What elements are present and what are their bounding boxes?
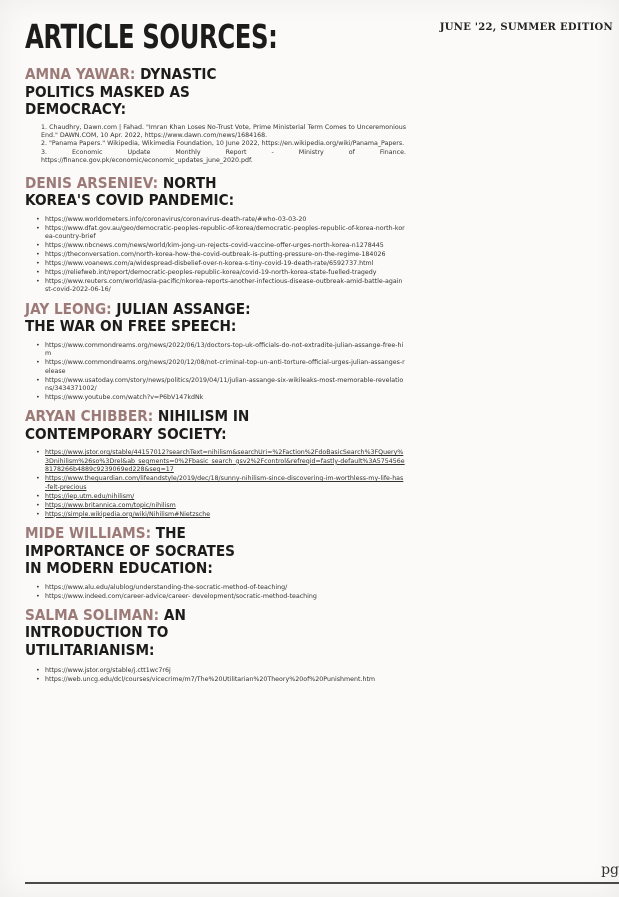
link-item[interactable]: • https://www.nbcnews.com/news/world/kim-jong-un-rejects-covid-vaccine-offer-urges-north-korea-n1278445 bbox=[45, 242, 405, 250]
section-heading bbox=[25, 301, 263, 336]
link-item[interactable]: • https://www.indeed.com/career-advice/career- development/socratic-method-teaching bbox=[45, 593, 405, 601]
link-item[interactable]: • https://www.commondreams.org/news/2020/12/08/not-criminal-top-un-anti-torture-official-urges-julian-assanges-release bbox=[45, 359, 405, 376]
footer-divider bbox=[25, 882, 619, 884]
link-list bbox=[25, 667, 405, 684]
author-name: ARYAN CHIBBER: bbox=[25, 407, 154, 426]
section-amna-yawar bbox=[25, 66, 585, 166]
article-title: AN INTRODUCTION TO UTILITARIANISM: bbox=[25, 605, 186, 659]
link-item[interactable]: • https://iep.utm.edu/nihilism/ bbox=[45, 493, 405, 501]
article-title: THE IMPORTANCE OF SOCRATES IN MODERN EDUCATION: bbox=[25, 524, 235, 577]
author-name: AMNA YAWAR: bbox=[25, 65, 136, 83]
section-aryan-chibber bbox=[25, 408, 585, 519]
link-item[interactable]: • https://www.britannica.com/topic/nihilism bbox=[45, 502, 405, 510]
section-heading bbox=[25, 607, 223, 660]
section-heading bbox=[25, 408, 280, 443]
reference-item: 1. Chaudhry, Dawn.com | Fahad. "Imran Khan Loses No-Trust Vote, Prime Ministerial Term Comes to Unceremonious End." DAWN.COM, 10 Apr. 2022, https://www.dawn.com/news/1684168. bbox=[41, 123, 406, 139]
link-item[interactable]: • https://www.worldometers.info/coronavirus/coronavirus-death-rate/#who-03-03-20 bbox=[45, 216, 405, 224]
link-item[interactable]: • https://simple.wikipedia.org/wiki/Nihilism#Nietzsche bbox=[45, 511, 405, 519]
section-denis-arseniev bbox=[25, 175, 585, 295]
page-title: ARTICLE SOURCES: bbox=[25, 17, 278, 56]
section-heading bbox=[25, 66, 289, 119]
article-title: NIHILISM IN CONTEMPORARY SOCIETY: bbox=[25, 407, 250, 443]
section-salma-soliman bbox=[25, 607, 585, 685]
author-name: DENIS ARSENIEV: bbox=[25, 173, 159, 192]
author-name: JAY LEONG: bbox=[25, 299, 112, 318]
link-item[interactable]: • https://www.jstor.org/stable/44157012?searchText=nihilism&searchUri=%2Faction%2FdoBasicSearch%3FQuery%3Dnihilism%26so%3Drel&ab_segments=0%2Fbasic_search_gsv2%2Fcontrol&refreqid=fastly-default%3A575456e8178266b4889c9239069ed228&seq=17 bbox=[45, 449, 405, 474]
link-item[interactable]: • https://www.dfat.gov.au/geo/democratic-peoples-republic-of-korea/democratic-peoples-republic-of-korea-north-korea-country-brief bbox=[45, 225, 405, 242]
link-item[interactable]: • https://www.youtube.com/watch?v=P6bV147kdNk bbox=[45, 394, 405, 402]
page-number-tag: pg bbox=[601, 862, 619, 878]
section-jay-leong bbox=[25, 301, 585, 403]
link-list bbox=[25, 342, 405, 403]
edition-label: JUNE '22, SUMMER EDITION bbox=[439, 22, 613, 33]
link-list bbox=[25, 449, 405, 519]
article-title: NORTH KOREA'S COVID PANDEMIC: bbox=[25, 173, 235, 210]
link-item[interactable]: • https://www.jstor.org/stable/j.ctt1wc7r6j bbox=[45, 667, 405, 675]
author-name: MIDE WILLIAMS: bbox=[25, 524, 152, 542]
article-title: JULIAN ASSANGE: THE WAR ON FREE SPEECH: bbox=[25, 299, 251, 336]
link-list bbox=[25, 216, 405, 295]
link-item[interactable]: • https://www.theguardian.com/lifeandstyle/2019/dec/18/sunny-nihilism-since-discovering-im-worthless-my-life-has-felt-precious bbox=[45, 475, 405, 492]
section-heading bbox=[25, 525, 254, 578]
link-item[interactable]: • https://web.uncg.edu/dcl/courses/vicecrime/m7/The%20Utilitarian%20Theory%20of%20Punishment.htm bbox=[45, 676, 405, 684]
reference-item: 2. "Panama Papers." Wikipedia, Wikimedia Foundation, 10 June 2022, https://en.wikipedia.org/wiki/Panama_Papers. bbox=[41, 140, 405, 148]
reference-item: 3. Economic Update Monthly Report - Ministry of Finance. https://finance.gov.pk/economic/economic_updates_june_2020.pdf. bbox=[41, 148, 406, 165]
link-item[interactable]: • https://www.alu.edu/alublog/understanding-the-socratic-method-of-teaching/ bbox=[45, 584, 405, 592]
link-item[interactable]: • https://theconversation.com/north-korea-how-the-covid-outbreak-is-putting-pressure-on-the-regime-184026 bbox=[45, 251, 405, 259]
article-title: DYNASTIC POLITICS MASKED AS DEMOCRACY: bbox=[25, 65, 217, 118]
section-mide-williams bbox=[25, 525, 585, 601]
link-item[interactable]: • https://www.usatoday.com/story/news/politics/2019/04/11/julian-assange-six-wikileaks-most-memorable-revelations/3434371002/ bbox=[45, 377, 405, 394]
section-heading bbox=[25, 175, 241, 210]
link-item[interactable]: • https://www.commondreams.org/news/2022/06/13/doctors-top-uk-officials-do-not-extradite-julian-assange-free-him bbox=[45, 342, 405, 359]
link-list bbox=[25, 584, 405, 601]
sources-column bbox=[25, 66, 585, 691]
link-item[interactable]: • https://www.reuters.com/world/asia-pacific/nkorea-reports-another-infectious-disease-outbreak-amid-battle-against-covid-2022-06-16/ bbox=[45, 278, 405, 295]
reference-list bbox=[25, 124, 406, 166]
author-name: SALMA SOLIMAN: bbox=[25, 605, 160, 624]
link-item[interactable]: • https://reliefweb.int/report/democratic-peoples-republic-korea/covid-19-north-korea-state-fuelled-tragedy bbox=[45, 269, 405, 277]
link-item[interactable]: • https://www.voanews.com/a/widespread-disbelief-over-n-korea-s-tiny-covid-19-death-rate/6592737.html bbox=[45, 260, 405, 268]
